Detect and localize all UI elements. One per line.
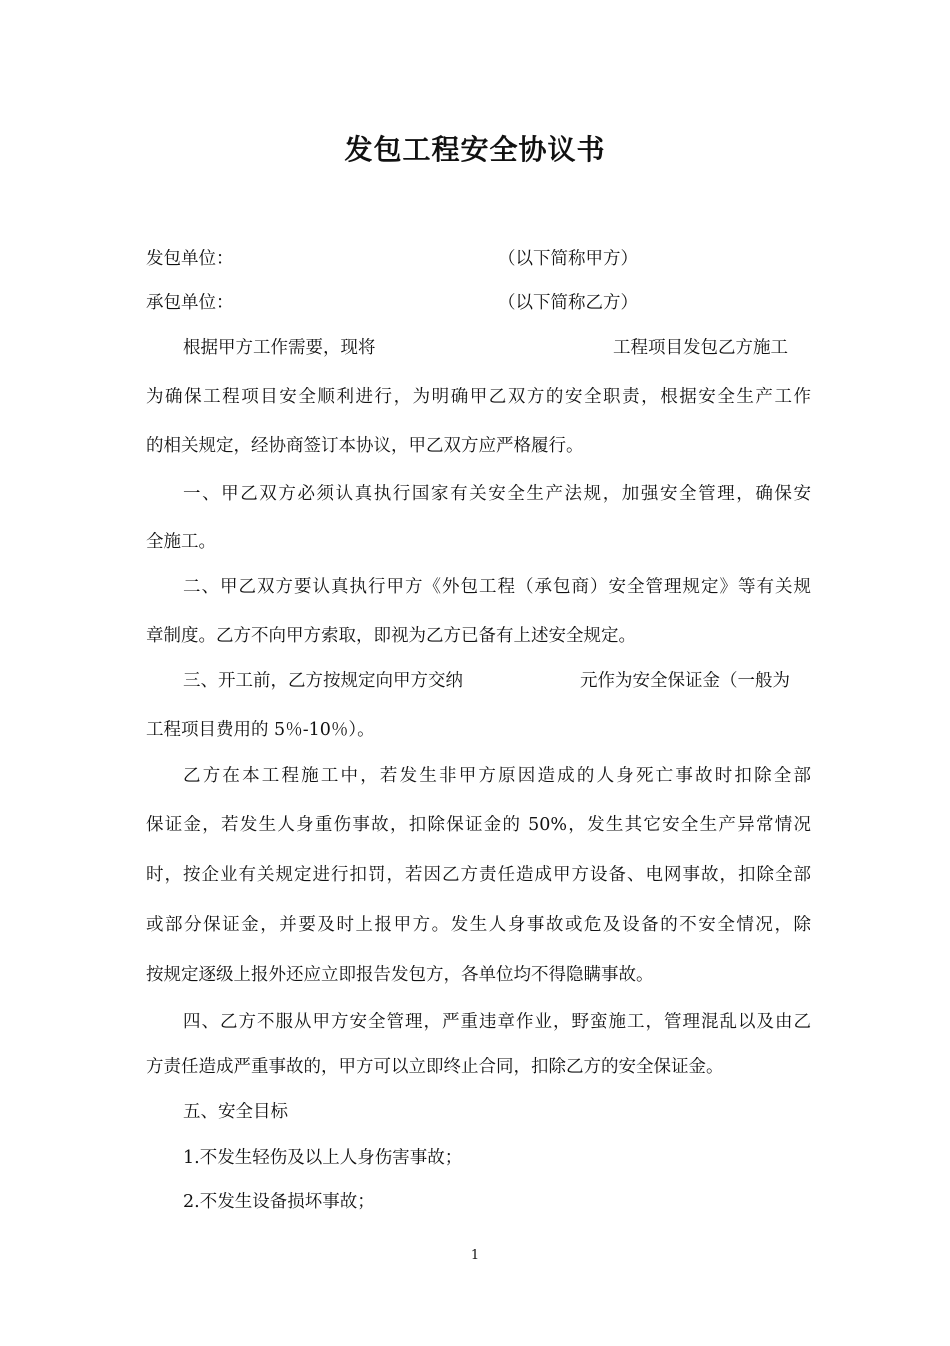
party-a-row [146, 247, 811, 271]
document-title: 发包工程安全协议书 [344, 133, 606, 166]
deposit-line-4: 或部分保证金，并要及时上报甲方。发生人身事故或危及设备的不安全情况，除 [146, 915, 811, 935]
deposit-line-1: 乙方在本工程施工中，若发生非甲方原因造成的人身死亡事故时扣除全部 [183, 766, 811, 786]
intro-line-1-left: 根据甲方工作需要，现将 [183, 338, 376, 358]
clause-5-item-1: 1.不发生轻伤及以上人身伤害事故； [183, 1148, 463, 1168]
deposit-line-3: 时，按企业有关规定进行扣罚，若因乙方责任造成甲方设备、电网事故，扣除全部 [146, 865, 811, 885]
intro-line-1-right: 工程项目发包乙方施工 [613, 338, 788, 358]
party-a-label: 发包单位： [146, 249, 234, 269]
deposit-line-5: 按规定逐级上报外还应立即报告发包方，各单位均不得隐瞒事故。 [146, 965, 654, 985]
clause-2-line-2: 章制度。乙方不向甲方索取，即视为乙方已备有上述安全规定。 [146, 626, 636, 646]
clause-3-line-1 [183, 669, 811, 693]
clause-3-line-2: 工程项目费用的 5％-10％）。 [146, 720, 375, 740]
intro-line-3: 的相关规定，经协商签订本协议，甲乙双方应严格履行。 [146, 436, 584, 456]
deposit-line-2: 保证金，若发生人身重伤事故，扣除保证金的 50%，发生其它安全生产异常情况 [146, 815, 811, 835]
clause-4-line-1: 四、乙方不服从甲方安全管理，严重违章作业，野蛮施工，管理混乱以及由乙 [183, 1012, 811, 1032]
intro-line-2: 为确保工程项目安全顺利进行，为明确甲乙双方的安全职责，根据安全生产工作 [146, 387, 811, 407]
page-number: 1 [470, 1248, 480, 1263]
clause-2-line-1: 二、甲乙双方要认真执行甲方《外包工程（承包商）安全管理规定》等有关规 [183, 577, 811, 597]
intro-line-1 [183, 336, 811, 360]
clause-3-line-1-right: 元作为安全保证金（一般为 [580, 671, 790, 691]
clause-4-line-2: 方责任造成严重事故的，甲方可以立即终止合同，扣除乙方的安全保证金。 [146, 1057, 724, 1077]
clause-3-line-1-left: 三、开工前，乙方按规定向甲方交纳 [183, 671, 463, 691]
party-b-label: 承包单位： [146, 293, 234, 313]
clause-1-line-2: 全施工。 [146, 532, 216, 552]
clause-5-item-2: 2.不发生设备损坏事故； [183, 1192, 375, 1212]
party-b-row [146, 291, 811, 315]
clause-5-heading: 五、安全目标 [183, 1102, 288, 1122]
clause-1-line-1: 一、甲乙双方必须认真执行国家有关安全生产法规，加强安全管理，确保安 [183, 484, 811, 504]
party-b-note: （以下简称乙方） [498, 293, 638, 313]
party-a-note: （以下简称甲方） [498, 249, 638, 269]
